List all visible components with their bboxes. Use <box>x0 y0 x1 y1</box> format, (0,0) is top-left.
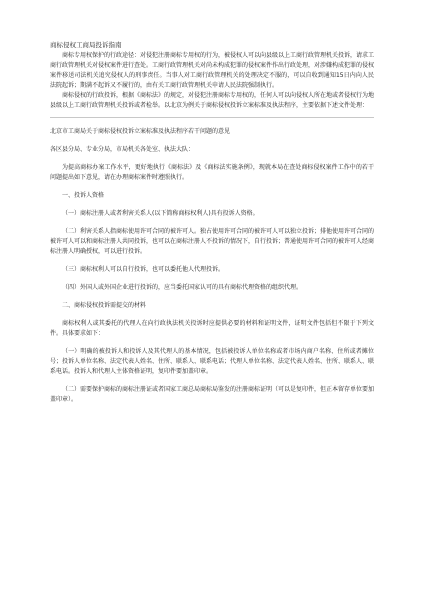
divider <box>50 117 374 118</box>
section2-item-1: （一）明确的被投诉人和投诉人及其代理人的基本情况，包括被投诉人单位名称或者市场内商户名称、住所或者摊位号；投诉人单位名称、法定代表人姓名、住所、联系人、联系电话；代理人单位名称、法定代表人姓名、住所、联系人、联系电话。投诉人和代理人主体资格证明，复印件要加盖印章。 <box>50 348 375 375</box>
section1-item-1: （一）商标注册人或者利害关系人(以下简称商标权利人)具有投诉人资格。 <box>62 210 259 217</box>
section2-intro: 商标权利人或其委托的代理人在向行政执法机关投诉时应提供必要的材料和证明文件，证明文件包括但不限于下列文件。具体要求如下： <box>50 320 374 337</box>
section1-item-2: （二）利害关系人指商标使用许可合同的被许可人。独占使用许可合同的被许可人可以独立投诉；排他使用许可合同的被许可人可以和商标注册人共同投诉，也可以在商标注册人不投诉的情况下，自行投诉；普通使用许可合同的被许可人经商标注册人明确授权，可以进行投诉。 <box>50 228 375 255</box>
section1-item-4: （四）外国人或外国企业进行投诉的，应当委托国家认可的具有商标代理资格的组织代理。 <box>62 284 303 291</box>
document-title: 商标侵权工商局投诉指南 <box>50 41 122 49</box>
section2-item-2: （二）需要保护商标的商标注册证或者国家工商总局商标局鉴发的注册商标证明（可以是复印件，但正本留存单位要加盖印章）。 <box>50 386 375 403</box>
section-heading-1: 一、投诉人资格 <box>62 192 105 199</box>
section-heading-2: 二、商标侵权投诉需提交的材料 <box>62 302 147 309</box>
notice-title: 北京市工商局关于商标侵权投诉立案标准及执法程序若干问题的意见 <box>50 128 231 135</box>
addressee: 各区县分局、专业分局，市局机关各处室、执法大队： <box>50 146 195 153</box>
intro-paragraph-2: 商标侵权的行政投诉，根据《商标法》的规定，对侵犯注册商标专用权的，任何人可以向侵权人所在地或者侵权行为地县级以上工商行政管理机关投诉或者检举。以北京为例关于商标侵权投诉立案标准及执法程序，主要依据下述文件处理： <box>50 92 375 109</box>
section1-item-3: （三）商标权利人可以自行投诉，也可以委托他人代理投诉。 <box>62 266 225 273</box>
intro-paragraph-1: 商标专用权保护的行政途径：对侵犯注册商标专用权的行为，被侵权人可以向县级以上工商行政管理机关投诉，请求工商行政管理机关对侵权案件进行查处。工商行政管理机关对尚未构成犯罪的侵权案件作出行政处理，对涉嫌构成犯罪的侵权案件移送司法机关追究侵权人的刑事责任。当事人对工商行政管理机关的处理决定不服的，可以自收到通知15日内向人民法院起诉；期满不起诉又不履行的，由有关工商行政管理机关申请人民法院强制执行。 <box>50 52 375 89</box>
preface-paragraph: 为提高商标办案工作水平，更好地执行《商标法》及《商标法实施条例》，现就本局在查处商标侵权案件工作中的若干问题提出如下意见，请在办理商标案件时遵照执行。 <box>50 164 374 181</box>
